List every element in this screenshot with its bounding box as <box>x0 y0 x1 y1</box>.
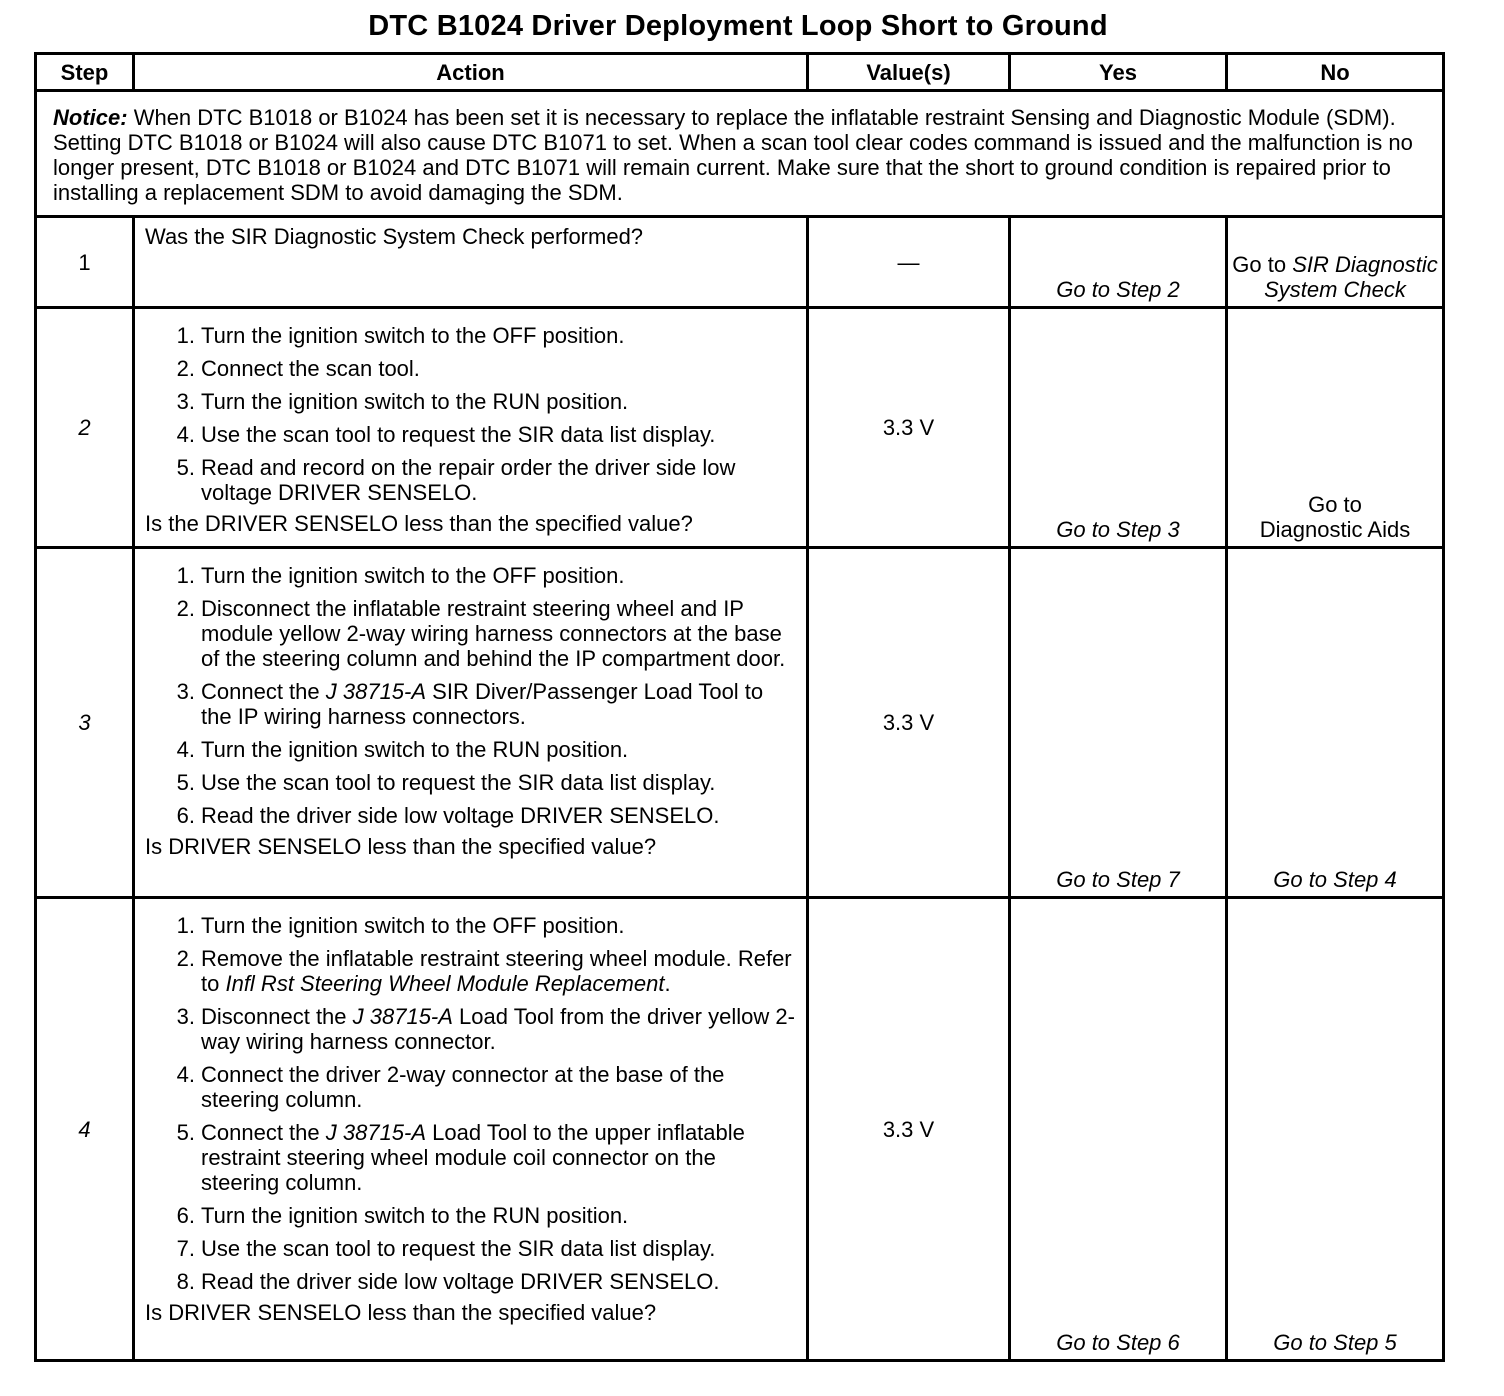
value-cell: 3.3 V <box>808 548 1010 898</box>
list-item: 5. Connect the J 38715-A Load Tool to the upper inflatable restraint steering wheel module coil connector on the steering column. <box>176 1120 745 1195</box>
action-list <box>145 563 796 828</box>
step-question: Is DRIVER SENSELO less than the specified value? <box>145 1300 657 1325</box>
step-number: 3 <box>36 548 134 898</box>
list-item: 6. Turn the ignition switch to the RUN position. <box>176 1203 629 1228</box>
notice-cell <box>36 91 1444 217</box>
value-cell: 3.3 V <box>808 308 1010 548</box>
list-item: 5. Use the scan tool to request the SIR data list display. <box>176 770 716 795</box>
list-item: 5. Read and record on the repair order the driver side low voltage DRIVER SENSELO. <box>176 455 736 505</box>
yes-cell: Go to Step 7 <box>1010 548 1227 898</box>
notice-row <box>36 91 1444 217</box>
notice-label: Notice: <box>53 105 128 130</box>
no-reference: SIR Diagnostic System Check <box>1264 252 1438 302</box>
yes-cell: Go to Step 3 <box>1010 308 1227 548</box>
list-item: 2. Disconnect the inflatable restraint steering wheel and IP module yellow 2-way wiring harness connectors at the base of the steering column and behind the IP compartment door. <box>176 596 786 671</box>
step-question: Is the DRIVER SENSELO less than the specified value? <box>145 511 693 536</box>
list-item: 7. Use the scan tool to request the SIR data list display. <box>176 1236 716 1261</box>
no-cell: Go to Diagnostic Aids <box>1227 308 1444 548</box>
tool-reference: J 38715-A <box>325 1120 427 1145</box>
list-item: 2. Connect the scan tool. <box>176 356 420 381</box>
header-no: No <box>1227 54 1444 91</box>
step-number: 4 <box>36 898 134 1361</box>
list-item: 3. Disconnect the J 38715-A Load Tool from the driver yellow 2-way wiring harness connector. <box>176 1004 795 1054</box>
diagnostic-table <box>34 52 1445 1362</box>
tool-reference: J 38715-A <box>352 1004 453 1029</box>
yes-cell: Go to Step 6 <box>1010 898 1227 1361</box>
list-item: 8. Read the driver side low voltage DRIVER SENSELO. <box>176 1269 720 1294</box>
page-title: DTC B1024 Driver Deployment Loop Short to Ground <box>368 10 1108 42</box>
list-item: 2. Remove the inflatable restraint steering wheel module. Refer to Infl Rst Steering Wheel Module Replacement. <box>176 946 792 996</box>
action-list <box>145 913 796 1294</box>
procedure-reference: Infl Rst Steering Wheel Module Replacement <box>225 971 665 996</box>
header-step: Step <box>36 54 134 91</box>
no-cell: Go to Step 4 <box>1227 548 1444 898</box>
list-item: 1. Turn the ignition switch to the OFF position. <box>176 563 625 588</box>
no-cell: Go to Step 5 <box>1227 898 1444 1361</box>
list-item: 4. Use the scan tool to request the SIR data list display. <box>176 422 716 447</box>
no-prefix: Go to <box>1232 252 1293 277</box>
action-cell <box>134 548 808 898</box>
list-item: 3. Turn the ignition switch to the RUN position. <box>176 389 629 414</box>
header-action: Action <box>134 54 808 91</box>
table-row-step-1 <box>36 217 1444 308</box>
list-item: 6. Read the driver side low voltage DRIVER SENSELO. <box>176 803 720 828</box>
step-question: Is DRIVER SENSELO less than the specified value? <box>145 834 657 859</box>
table-row-step-4 <box>36 898 1444 1361</box>
yes-cell: Go to Step 2 <box>1010 217 1227 308</box>
action-cell <box>134 898 808 1361</box>
table-row-step-2 <box>36 308 1444 548</box>
notice-text: When DTC B1018 or B1024 has been set it is necessary to replace the inflatable restraint Sensing and Diagnostic Module (SDM). Setting DTC B1018 or B1024 will also cause DTC B1071 to set. When a scan tool clear codes command is issued and the malfunction is no longer present, DTC B1018 or B1024 and DTC B1071 will remain current. Make sure that the short to ground condition is repaired prior to installing a replacement SDM to avoid damaging the SDM. <box>53 105 1413 205</box>
table-row-step-3 <box>36 548 1444 898</box>
list-item: 3. Connect the J 38715-A SIR Diver/Passenger Load Tool to the IP wiring harness connectors. <box>176 679 764 729</box>
value-cell: 3.3 V <box>808 898 1010 1361</box>
header-yes: Yes <box>1010 54 1227 91</box>
tool-reference: J 38715-A <box>325 679 427 704</box>
action-cell <box>134 308 808 548</box>
step-number: 2 <box>36 308 134 548</box>
step-question: Was the SIR Diagnostic System Check performed? <box>145 224 644 249</box>
list-item: 1. Turn the ignition switch to the OFF position. <box>176 323 625 348</box>
value-cell: — <box>808 217 1010 308</box>
no-cell <box>1227 217 1444 308</box>
list-item: 4. Connect the driver 2-way connector at the base of the steering column. <box>176 1062 725 1112</box>
step-number: 1 <box>36 217 134 308</box>
list-item: 4. Turn the ignition switch to the RUN position. <box>176 737 629 762</box>
action-list <box>145 323 796 505</box>
list-item: 1. Turn the ignition switch to the OFF position. <box>176 913 625 938</box>
action-cell <box>134 217 808 308</box>
header-value: Value(s) <box>808 54 1010 91</box>
header-row <box>36 54 1444 91</box>
